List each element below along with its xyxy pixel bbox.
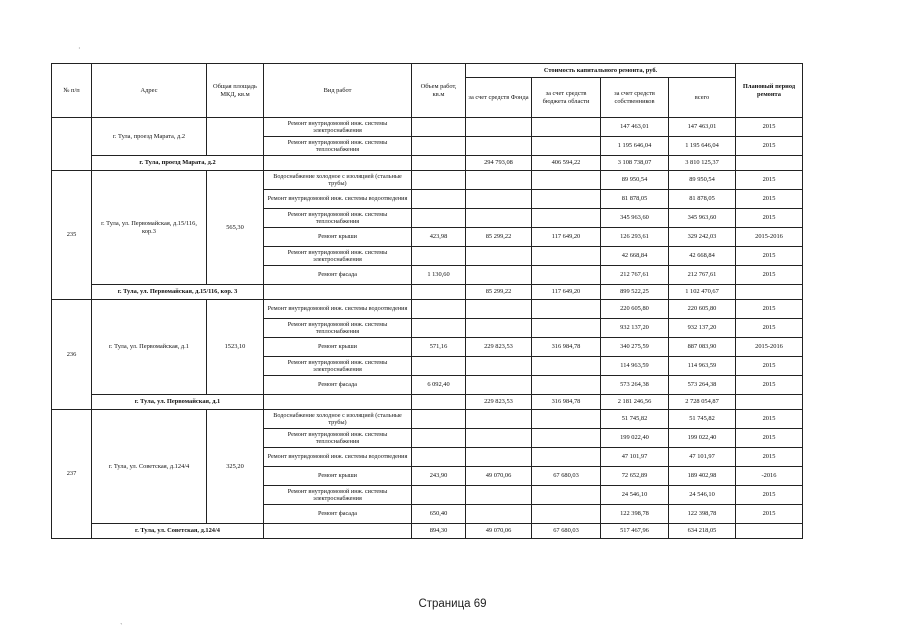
cell-period: 2015	[736, 137, 803, 156]
col-header-fund: за счет средств Фонда	[466, 78, 532, 118]
cell-area: 325,20	[207, 410, 264, 524]
cell-total: 220 605,80	[669, 300, 736, 319]
col-header-area: Общая площадь МКД, кв.м	[207, 64, 264, 118]
cell-region	[532, 319, 601, 338]
subtotal-cell-period	[736, 524, 803, 539]
cell-region	[532, 171, 601, 190]
table-row-subtotal	[52, 395, 803, 410]
cell-total: 47 101,97	[669, 448, 736, 467]
cell-fund	[466, 505, 532, 524]
col-header-owners: за счет средств собственников	[601, 78, 669, 118]
cell-total: 189 402,98	[669, 467, 736, 486]
cell-fund	[466, 486, 532, 505]
cell-total: 122 398,78	[669, 505, 736, 524]
cell-region	[532, 505, 601, 524]
cell-address: г. Тула, проезд Марата, д.2	[92, 118, 207, 156]
cell-volume: 243,90	[412, 467, 466, 486]
cell-volume	[412, 171, 466, 190]
cell-volume	[412, 137, 466, 156]
cell-total: 1 195 646,04	[669, 137, 736, 156]
subtotal-cell-owners: 517 467,96	[601, 524, 669, 539]
cell-owners: 47 101,97	[601, 448, 669, 467]
subtotal-cell-period	[736, 156, 803, 171]
subtotal-cell-volume	[412, 395, 466, 410]
cell-fund	[466, 448, 532, 467]
cell-work-type: Ремонт крыши	[264, 467, 412, 486]
subtotal-cell-volume	[412, 156, 466, 171]
cell-total: 147 463,01	[669, 118, 736, 137]
scan-speck: `	[120, 622, 123, 631]
cell-owners: 51 745,82	[601, 410, 669, 429]
cell-fund	[466, 319, 532, 338]
cell-volume: 650,40	[412, 505, 466, 524]
cell-total: 199 022,40	[669, 429, 736, 448]
cell-fund	[466, 300, 532, 319]
cell-owners: 81 878,05	[601, 190, 669, 209]
cell-owners: 24 546,10	[601, 486, 669, 505]
subtotal-work-type	[264, 395, 412, 410]
cell-area	[207, 118, 264, 156]
subtotal-cell-region: 67 680,03	[532, 524, 601, 539]
cell-region	[532, 357, 601, 376]
subtotal-cell-owners: 899 522,25	[601, 285, 669, 300]
cell-region	[532, 266, 601, 285]
cell-period: 2015	[736, 209, 803, 228]
cell-period: 2015	[736, 190, 803, 209]
cell-total: 42 668,84	[669, 247, 736, 266]
cell-owners: 126 293,61	[601, 228, 669, 247]
cell-work-type: Ремонт внутридомовой инж. системы теплоснабжения	[264, 429, 412, 448]
cell-volume: 1 130,60	[412, 266, 466, 285]
cell-period: 2015	[736, 486, 803, 505]
cell-work-type: Ремонт фасада	[264, 376, 412, 395]
cell-owners: 932 137,20	[601, 319, 669, 338]
subtotal-cell-owners: 2 181 246,56	[601, 395, 669, 410]
cell-work-type: Ремонт внутридомовой инж. системы электроснабжения	[264, 118, 412, 137]
cell-num: 235	[52, 171, 92, 300]
col-header-address: Адрес	[92, 64, 207, 118]
subtotal-cell-total: 634 218,05	[669, 524, 736, 539]
cell-address: г. Тула, ул. Первомайская, д.1	[92, 300, 207, 395]
table-row-subtotal	[52, 524, 803, 539]
cell-volume	[412, 300, 466, 319]
subtotal-cell-fund: 229 823,53	[466, 395, 532, 410]
cell-work-type: Ремонт внутридомовой инж. системы водоотведения	[264, 190, 412, 209]
cell-region	[532, 376, 601, 395]
cell-work-type: Ремонт внутридомовой инж. системы теплоснабжения	[264, 319, 412, 338]
col-header-period: Плановый период ремонта	[736, 64, 803, 118]
cell-region	[532, 486, 601, 505]
subtotal-cell-fund: 294 793,08	[466, 156, 532, 171]
cell-owners: 573 264,38	[601, 376, 669, 395]
cell-volume	[412, 357, 466, 376]
cell-volume	[412, 319, 466, 338]
subtotal-cell-region: 406 594,22	[532, 156, 601, 171]
cell-work-type: Ремонт крыши	[264, 228, 412, 247]
repair-cost-table	[51, 63, 803, 539]
cell-period: 2015	[736, 300, 803, 319]
cell-region	[532, 209, 601, 228]
cell-owners: 1 195 646,04	[601, 137, 669, 156]
cell-work-type: Ремонт крыши	[264, 338, 412, 357]
cell-volume: 6 092,40	[412, 376, 466, 395]
cell-region: 316 984,78	[532, 338, 601, 357]
table-row-subtotal	[52, 285, 803, 300]
subtotal-work-type	[264, 156, 412, 171]
page-number: Страница 69	[418, 598, 487, 610]
cell-num: 236	[52, 300, 92, 410]
cell-volume	[412, 429, 466, 448]
cell-region	[532, 190, 601, 209]
cell-owners: 199 022,40	[601, 429, 669, 448]
cell-fund	[466, 357, 532, 376]
cell-period: 2015	[736, 410, 803, 429]
col-header-region: за счет средств бюджета области	[532, 78, 601, 118]
cell-address: г. Тула, ул. Советская, д.124/4	[92, 410, 207, 524]
cell-area: 565,30	[207, 171, 264, 285]
cell-volume: 571,16	[412, 338, 466, 357]
cell-owners: 114 963,59	[601, 357, 669, 376]
cell-region	[532, 429, 601, 448]
subtotal-work-type	[264, 524, 412, 539]
cell-period: 2015	[736, 357, 803, 376]
cell-work-type: Ремонт фасада	[264, 505, 412, 524]
subtotal-address: г. Тула, ул. Советская, д.124/4	[92, 524, 264, 539]
cell-work-type: Водоснабжение холодное с изоляцией (стальные трубы)	[264, 410, 412, 429]
cell-work-type: Ремонт внутридомовой инж. системы теплоснабжения	[264, 137, 412, 156]
cell-volume	[412, 410, 466, 429]
cell-region	[532, 300, 601, 319]
cell-work-type: Ремонт внутридомовой инж. системы электроснабжения	[264, 247, 412, 266]
cell-fund	[466, 247, 532, 266]
table-row-subtotal	[52, 156, 803, 171]
cell-period: 2015	[736, 319, 803, 338]
cell-region: 117 649,20	[532, 228, 601, 247]
cell-region	[532, 410, 601, 429]
subtotal-cell-period	[736, 395, 803, 410]
cell-volume	[412, 247, 466, 266]
table-row	[52, 171, 803, 190]
cell-fund	[466, 137, 532, 156]
cell-period: -2016	[736, 467, 803, 486]
cell-num: 237	[52, 410, 92, 539]
cell-fund	[466, 190, 532, 209]
cell-period: 2015	[736, 429, 803, 448]
col-header-work: Вид работ	[264, 64, 412, 118]
cell-fund: 85 299,22	[466, 228, 532, 247]
subtotal-cell-region: 316 984,78	[532, 395, 601, 410]
cell-period: 2015-2016	[736, 338, 803, 357]
subtotal-cell-volume	[412, 285, 466, 300]
subtotal-cell-fund: 85 299,22	[466, 285, 532, 300]
cell-period: 2015	[736, 171, 803, 190]
cell-fund	[466, 376, 532, 395]
cell-total: 212 767,61	[669, 266, 736, 285]
col-header-cost-group: Стоимость капитального ремонта, руб.	[466, 64, 736, 78]
cell-num	[52, 118, 92, 171]
cell-total: 932 137,20	[669, 319, 736, 338]
cell-work-type: Ремонт внутридомовой инж. системы водоотведения	[264, 448, 412, 467]
cell-fund	[466, 118, 532, 137]
cell-fund: 49 070,06	[466, 467, 532, 486]
cell-work-type: Ремонт внутридомовой инж. системы электроснабжения	[264, 357, 412, 376]
cell-region	[532, 137, 601, 156]
cell-owners: 345 963,60	[601, 209, 669, 228]
cell-work-type: Водоснабжение холодное с изоляцией (стальные трубы)	[264, 171, 412, 190]
cell-volume: 423,98	[412, 228, 466, 247]
cell-work-type: Ремонт фасада	[264, 266, 412, 285]
cell-owners: 122 398,78	[601, 505, 669, 524]
cell-owners: 147 463,01	[601, 118, 669, 137]
cell-owners: 72 652,89	[601, 467, 669, 486]
subtotal-address: г. Тула, ул. Первомайская, д.15/116, кор. 3	[92, 285, 264, 300]
cell-owners: 42 668,84	[601, 247, 669, 266]
cell-owners: 220 605,80	[601, 300, 669, 319]
scan-speck: ·	[78, 44, 81, 53]
cell-total: 51 745,82	[669, 410, 736, 429]
subtotal-cell-owners: 3 108 738,07	[601, 156, 669, 171]
cell-period: 2015	[736, 376, 803, 395]
cell-total: 89 950,54	[669, 171, 736, 190]
col-header-total: всего	[669, 78, 736, 118]
cell-work-type: Ремонт внутридомовой инж. системы электроснабжения	[264, 486, 412, 505]
cell-period: 2015	[736, 505, 803, 524]
cell-period: 2015	[736, 266, 803, 285]
cell-region: 67 680,03	[532, 467, 601, 486]
cell-total: 114 963,59	[669, 357, 736, 376]
table-row	[52, 300, 803, 319]
cell-fund	[466, 429, 532, 448]
cell-volume	[412, 190, 466, 209]
cell-region	[532, 247, 601, 266]
cell-period: 2015-2016	[736, 228, 803, 247]
cell-total: 329 242,03	[669, 228, 736, 247]
cell-total: 887 083,90	[669, 338, 736, 357]
cell-period: 2015	[736, 247, 803, 266]
col-header-volume: Объем работ, кв.м	[412, 64, 466, 118]
subtotal-cell-region: 117 649,20	[532, 285, 601, 300]
subtotal-cell-period	[736, 285, 803, 300]
cell-fund: 229 823,53	[466, 338, 532, 357]
cell-period: 2015	[736, 118, 803, 137]
cell-region	[532, 448, 601, 467]
cell-total: 24 546,10	[669, 486, 736, 505]
cell-owners: 340 275,59	[601, 338, 669, 357]
cell-address: г. Тула, ул. Первомайская, д.15/116, кор.3	[92, 171, 207, 285]
subtotal-cell-total: 1 102 470,67	[669, 285, 736, 300]
cell-volume	[412, 118, 466, 137]
subtotal-address: г. Тула, проезд Марата, д.2	[92, 156, 264, 171]
cell-total: 81 878,05	[669, 190, 736, 209]
cell-fund	[466, 171, 532, 190]
cell-volume	[412, 209, 466, 228]
col-header-num: № п/п	[52, 64, 92, 118]
cell-work-type: Ремонт внутридомовой инж. системы водоотведения	[264, 300, 412, 319]
table-row	[52, 118, 803, 137]
cell-total: 345 963,60	[669, 209, 736, 228]
cell-total: 573 264,38	[669, 376, 736, 395]
cell-owners: 212 767,61	[601, 266, 669, 285]
cell-fund	[466, 410, 532, 429]
cell-area: 1523,10	[207, 300, 264, 395]
table-row	[52, 410, 803, 429]
cell-volume	[412, 448, 466, 467]
cell-work-type: Ремонт внутридомовой инж. системы теплоснабжения	[264, 209, 412, 228]
subtotal-cell-total: 3 810 125,37	[669, 156, 736, 171]
subtotal-cell-total: 2 728 054,87	[669, 395, 736, 410]
cell-fund	[466, 266, 532, 285]
cell-volume	[412, 486, 466, 505]
subtotal-cell-fund: 49 070,06	[466, 524, 532, 539]
subtotal-cell-volume: 894,30	[412, 524, 466, 539]
subtotal-address: г. Тула, ул. Первомайская, д.1	[92, 395, 264, 410]
cell-region	[532, 118, 601, 137]
subtotal-work-type	[264, 285, 412, 300]
cell-fund	[466, 209, 532, 228]
cell-owners: 89 950,54	[601, 171, 669, 190]
cell-period: 2015	[736, 448, 803, 467]
